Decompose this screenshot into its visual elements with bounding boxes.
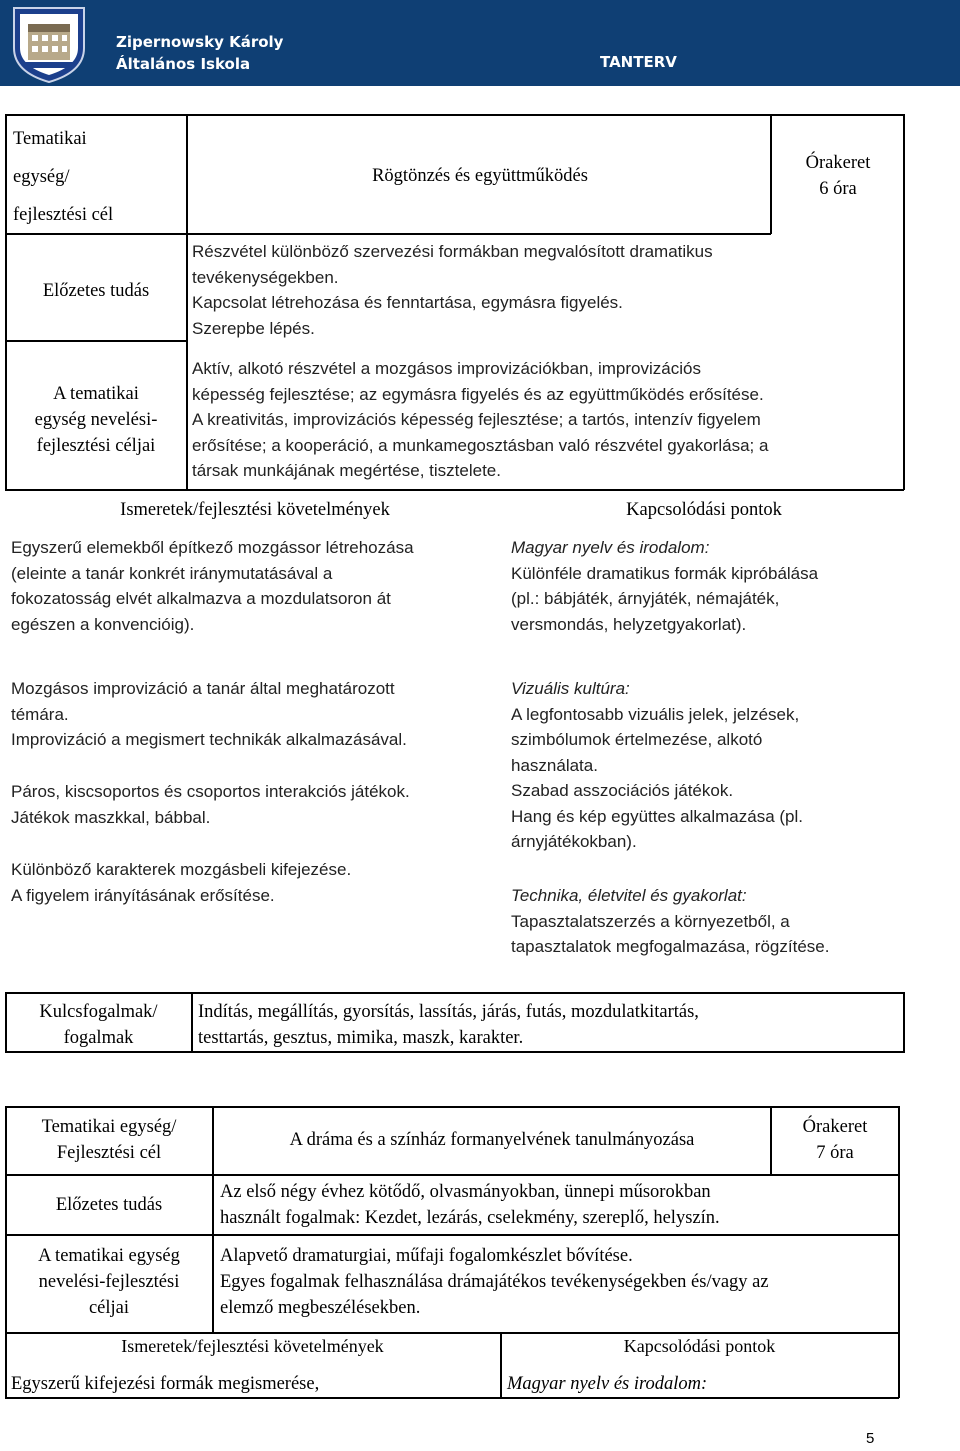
- prior-knowledge-label-2: Előzetes tudás: [55, 1195, 163, 1215]
- requirements-block-3: Páros, kiscsoportos és csoportos interakciós játékok. Játékok maszkkal, bábbal.: [11, 782, 410, 827]
- unit-title: Rögtönzés és együttműködés: [372, 166, 588, 186]
- connections-header: Kapcsolódási pontok: [626, 500, 782, 520]
- school-name: [116, 31, 283, 75]
- page-number: 5: [866, 1430, 875, 1447]
- unit-title-2: A dráma és a színház formanyelvének tanulmányozása: [289, 1130, 695, 1150]
- connection-first-line-2: Magyar nyelv és irodalom:: [507, 1374, 708, 1394]
- requirements-first-line-2: Egyszerű kifejezési formák megismerése,: [11, 1374, 320, 1394]
- requirements-block-2: Mozgásos improvizáció a tanár által meghatározott témára. Improvizáció a megismert technikák alkalmazásával.: [11, 679, 407, 749]
- requirements-header-2: Ismeretek/fejlesztési követelmények: [121, 1336, 384, 1356]
- document-label: TANTERV: [600, 53, 677, 71]
- connection-visual-culture: Vizuális kultúra: A legfontosabb vizuális jelek, jelzések, szimbólumok értelmezése, alkotó használata. Szabad asszociációs játékok. Hang és kép együttes alkalmazása (pl. árnyjátékokban).: [511, 679, 803, 851]
- hours-box: Órakeret 6 óra: [805, 153, 871, 199]
- unit-label: Tematikai egység/ fejlesztési cél: [13, 129, 114, 225]
- requirements-block-4: Különböző karakterek mozgásbeli kifejezése. A figyelem irányításának erősítése.: [11, 860, 352, 905]
- connection-technology: Technika, életvitel és gyakorlat: Tapasztalatszerzés a környezetből, a tapasztalatok megfogalmazása, rögzítése.: [511, 886, 830, 956]
- prior-knowledge-label: Előzetes tudás: [42, 281, 150, 301]
- connection-hungarian: Magyar nyelv és irodalom: Különféle dramatikus formák kipróbálása (pl.: bábjáték, árnyjáték, némajáték, versmondás, helyzetgyakorlat).: [511, 538, 819, 634]
- goals-label: A tematikai egység nevelési- fejlesztési céljai: [34, 384, 158, 456]
- hours-box-2: Órakeret 7 óra: [802, 1117, 868, 1163]
- page-header: [0, 0, 960, 86]
- requirements-header: Ismeretek/fejlesztési követelmények: [120, 500, 390, 520]
- goals-text: Aktív, alkotó részvétel a mozgásos improvizációkban, improvizációs képesség fejlesztése; az egymásra figyelés és az együttműködés erősítése. A kreativitás, improvizációs képesség fejlesztése; a tartós, intenzív figyelem erősítése; a kooperáció, a munkamegosztásban való részvétel gyakorlása; a társak munkájának megértése, tisztelete.: [192, 359, 769, 480]
- key-concepts-label: Kulcsfogalmak/ fogalmak: [39, 1002, 158, 1048]
- prior-knowledge-text: Részvétel különböző szervezési formákban megvalósított dramatikus tevékenységekben. Kapcsolat létrehozása és fenntartása, egymásra figyelés. Szerepbe lépés.: [192, 242, 713, 338]
- school-name-line1: Zipernowsky Károly: [116, 33, 284, 51]
- goals-label-2: A tematikai egység nevelési-fejlesztési céljai: [38, 1246, 180, 1318]
- goals-text-2: Alapvető dramaturgiai, műfaji fogalomkészlet bővítése. Egyes fogalmak felhasználása drámajátékos tevékenységekben és/vagy az elemző megbeszélésekben.: [220, 1246, 769, 1318]
- connections-header-2: Kapcsolódási pontok: [623, 1336, 776, 1356]
- requirements-block-1: Egyszerű elemekből építkező mozgássor létrehozása (eleinte a tanár konkrét iránymutatásával a fokozatosság elvét alkalmazva a mozdulatsoron át egészen a konvencióig).: [11, 538, 414, 634]
- key-concepts-text: Indítás, megállítás, gyorsítás, lassítás, járás, futás, mozdulatkitartás, testtartás, gesztus, mimika, maszk, karakter.: [198, 1002, 699, 1048]
- school-logo-icon: [4, 2, 94, 84]
- school-name-line2: Általános Iskola: [116, 55, 251, 73]
- prior-knowledge-text-2: Az első négy évhez kötődő, olvasmányokban, ünnepi műsorokban használt fogalmak: Kezdet, lezárás, cselekmény, szereplő, helyszín.: [220, 1182, 720, 1228]
- unit-label-2: Tematikai egység/ Fejlesztési cél: [41, 1117, 177, 1163]
